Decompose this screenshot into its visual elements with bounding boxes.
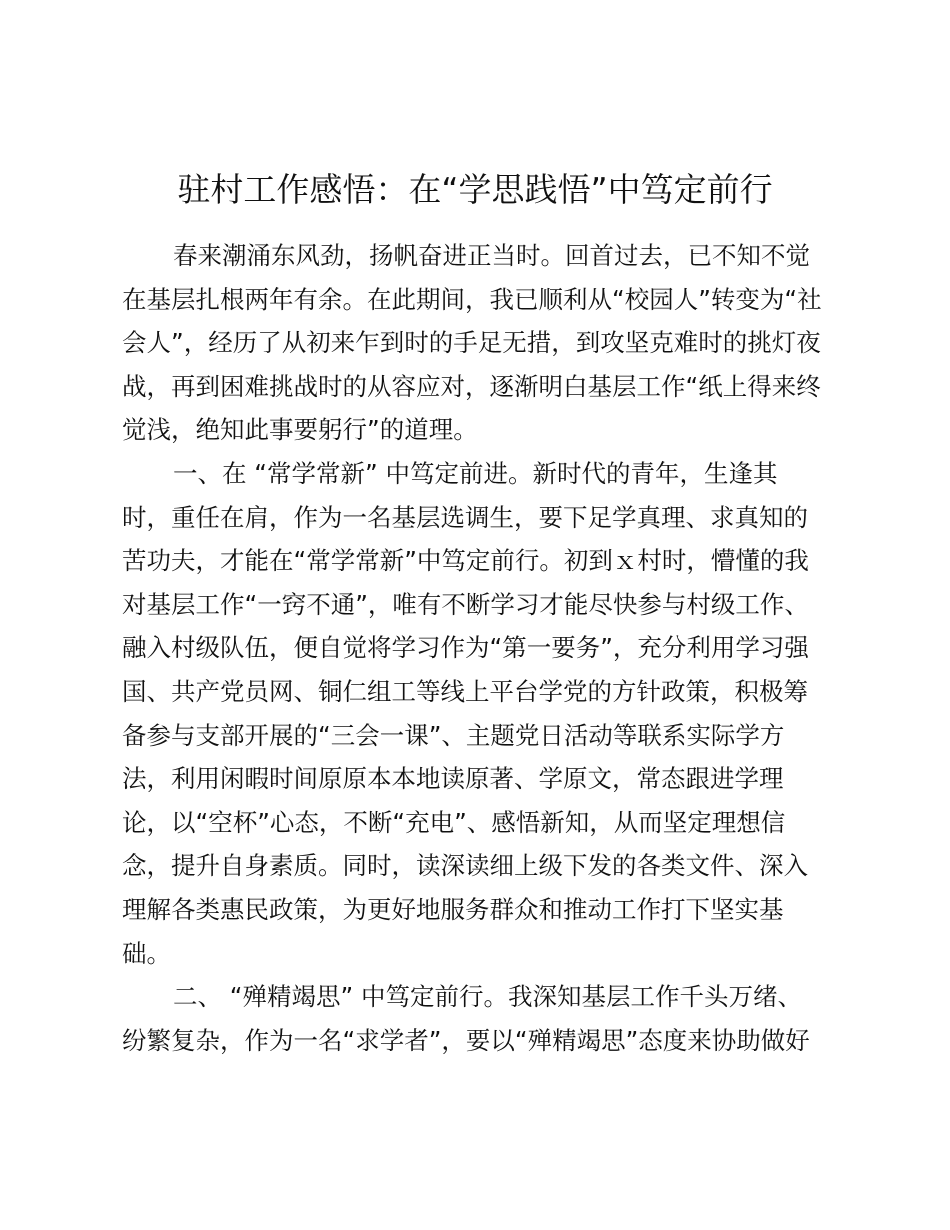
text-line: 在基层扎根两年有余。在此期间，我已顺利从“校园人”转变为“社 [122,284,822,314]
text-line: 融入村级队伍，便自觉将学习作为“第一要务”，充分利用学习强 [122,633,809,663]
text-line: 础。 [122,938,171,968]
text-line: 战，再到困难挑战时的从容应对，逐渐明白基层工作“纸上得来终 [122,371,821,401]
text-line: 对基层工作“一窍不通”，唯有不断学习才能尽快参与村级工作、 [122,589,809,619]
document-title: 驻村工作感悟：在“学思践悟”中笃定前行 [177,170,773,209]
paragraph-section-two [122,975,842,1062]
text-line: 纷繁复杂，作为一名“求学者”，要以“殚精竭思”态度来协助做好 [122,1025,810,1055]
text-line: 会人”，经历了从初来乍到时的手足无措，到攻坚克难时的挑灯夜 [122,328,821,358]
text-line: 苦功夫，才能在“常学常新”中笃定前行。初到ｘ村时，懵懂的我 [122,546,809,576]
document-body [122,234,842,1062]
text-line: 时，重任在肩，作为一名基层选调生，要下足学真理、求真知的 [122,502,808,532]
paragraph-intro [122,234,842,452]
text-line: 法，利用闲暇时间原原本本地读原著、学原文，常态跟进学理 [122,764,784,794]
text-line: 二、 “殚精竭思” 中笃定前行。我深知基层工作千头万绪、 [173,982,802,1012]
text-line: 念，提升自身素质。同时，读深读细上级下发的各类文件、深入 [122,851,808,881]
text-line: 论，以“空杯”心态，不断“充电”、感悟新知，从而坚定理想信 [122,807,786,837]
text-line: 国、共产党员网、铜仁组工等线上平台学党的方针政策，积极筹 [122,676,808,706]
text-line: 理解各类惠民政策，为更好地服务群众和推动工作打下坚实基 [122,894,784,924]
text-line: 备参与支部开展的“三会一课”、主题党日活动等联系实际学方 [122,720,785,750]
text-line: 一、在 “常学常新” 中笃定前进。新时代的青年，生逢其 [173,458,778,488]
paragraph-section-one [122,452,842,975]
text-line: 春来潮涌东风劲，扬帆奋进正当时。回首过去，已不知不觉 [173,241,810,270]
text-line: 觉浅，绝知此事要躬行”的道理。 [122,415,478,445]
